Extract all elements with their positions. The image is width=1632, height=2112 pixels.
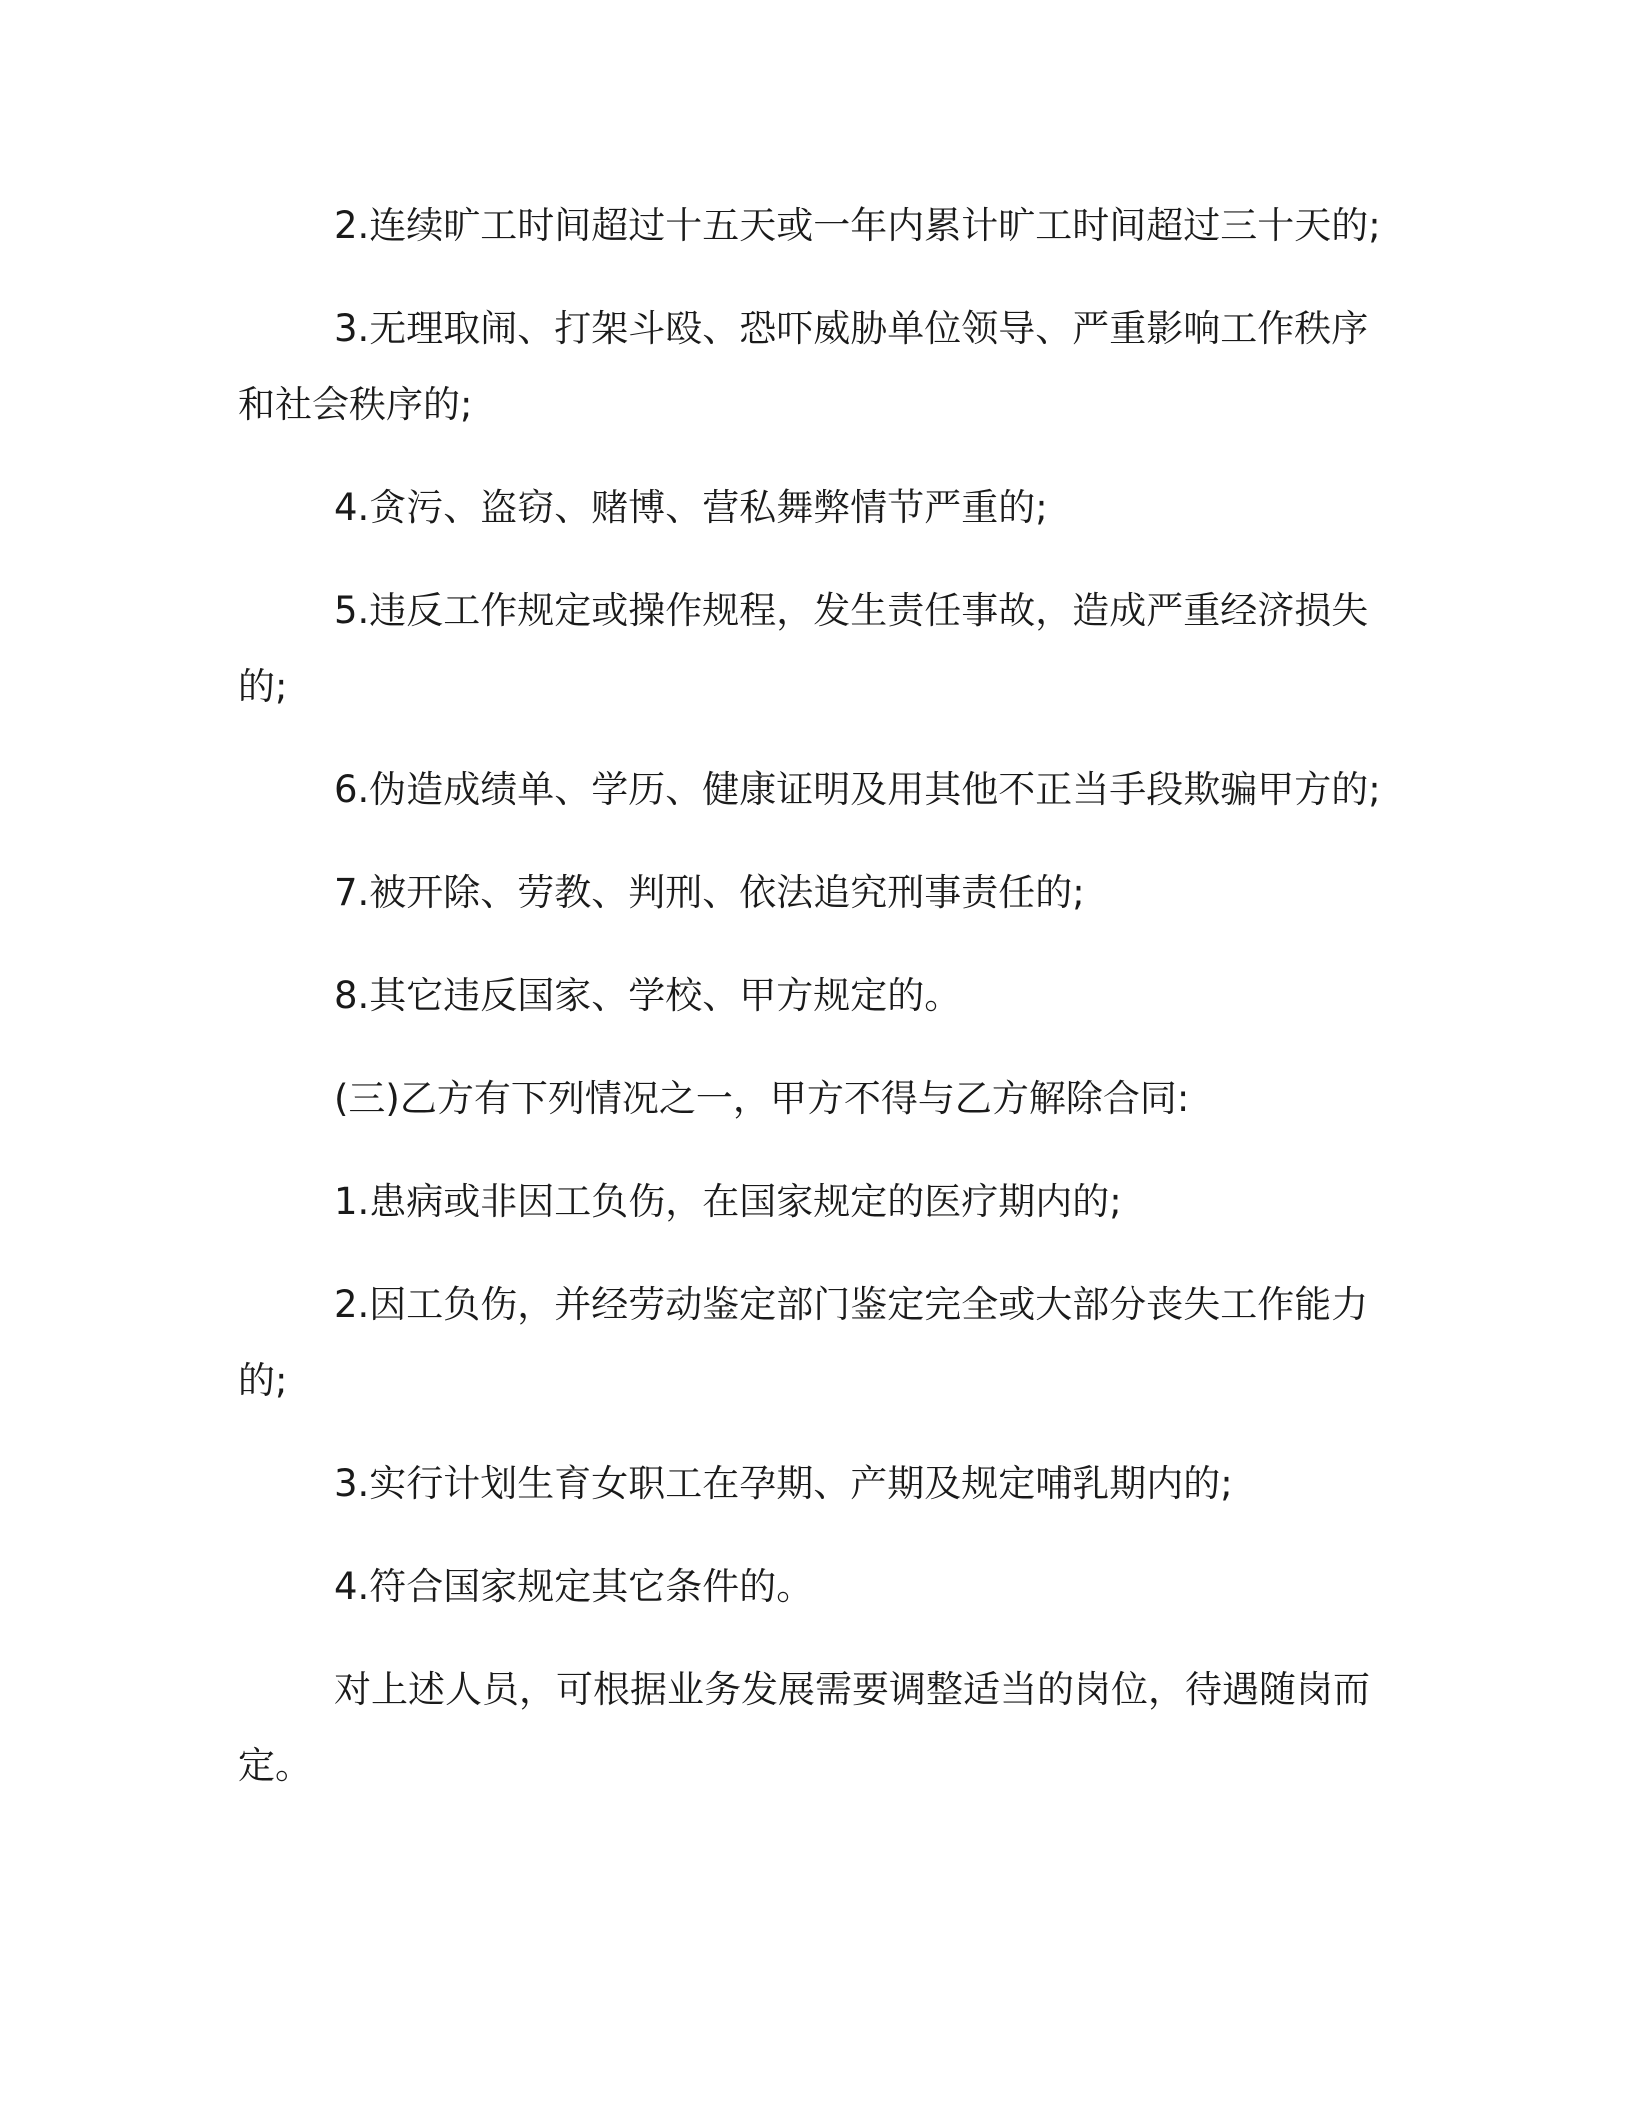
paragraph: 对上述人员，可根据业务发展需要调整适当的岗位，待遇随岗而定。 [238, 1668, 1370, 1787]
paragraph: 7.被开除、劳教、判刑、依法追究刑事责任的; [334, 871, 1085, 914]
paragraph: 4.贪污、盗窃、赌博、营私舞弊情节严重的; [334, 486, 1048, 529]
paragraph: 1.患病或非因工负伤，在国家规定的医疗期内的; [334, 1180, 1122, 1223]
paragraph: 3.实行计划生育女职工在孕期、产期及规定哺乳期内的; [334, 1462, 1233, 1505]
paragraph: 6.伪造成绩单、学历、健康证明及用其他不正当手段欺骗甲方的; [334, 768, 1381, 811]
paragraph: 2.因工负伤，并经劳动鉴定部门鉴定完全或大部分丧失工作能力的; [238, 1283, 1369, 1402]
paragraph: (三)乙方有下列情况之一，甲方不得与乙方解除合同: [334, 1077, 1190, 1120]
paragraph: 5.违反工作规定或操作规程，发生责任事故，造成严重经济损失的; [238, 589, 1369, 708]
paragraph: 8.其它违反国家、学校、甲方规定的。 [334, 974, 962, 1017]
document-body [238, 188, 1388, 1831]
paragraph: 3.无理取闹、打架斗殴、恐吓威胁单位领导、严重影响工作秩序和社会秩序的; [238, 307, 1369, 426]
paragraph: 4.符合国家规定其它条件的。 [334, 1565, 814, 1608]
paragraph: 2.连续旷工时间超过十五天或一年内累计旷工时间超过三十天的; [334, 204, 1381, 247]
